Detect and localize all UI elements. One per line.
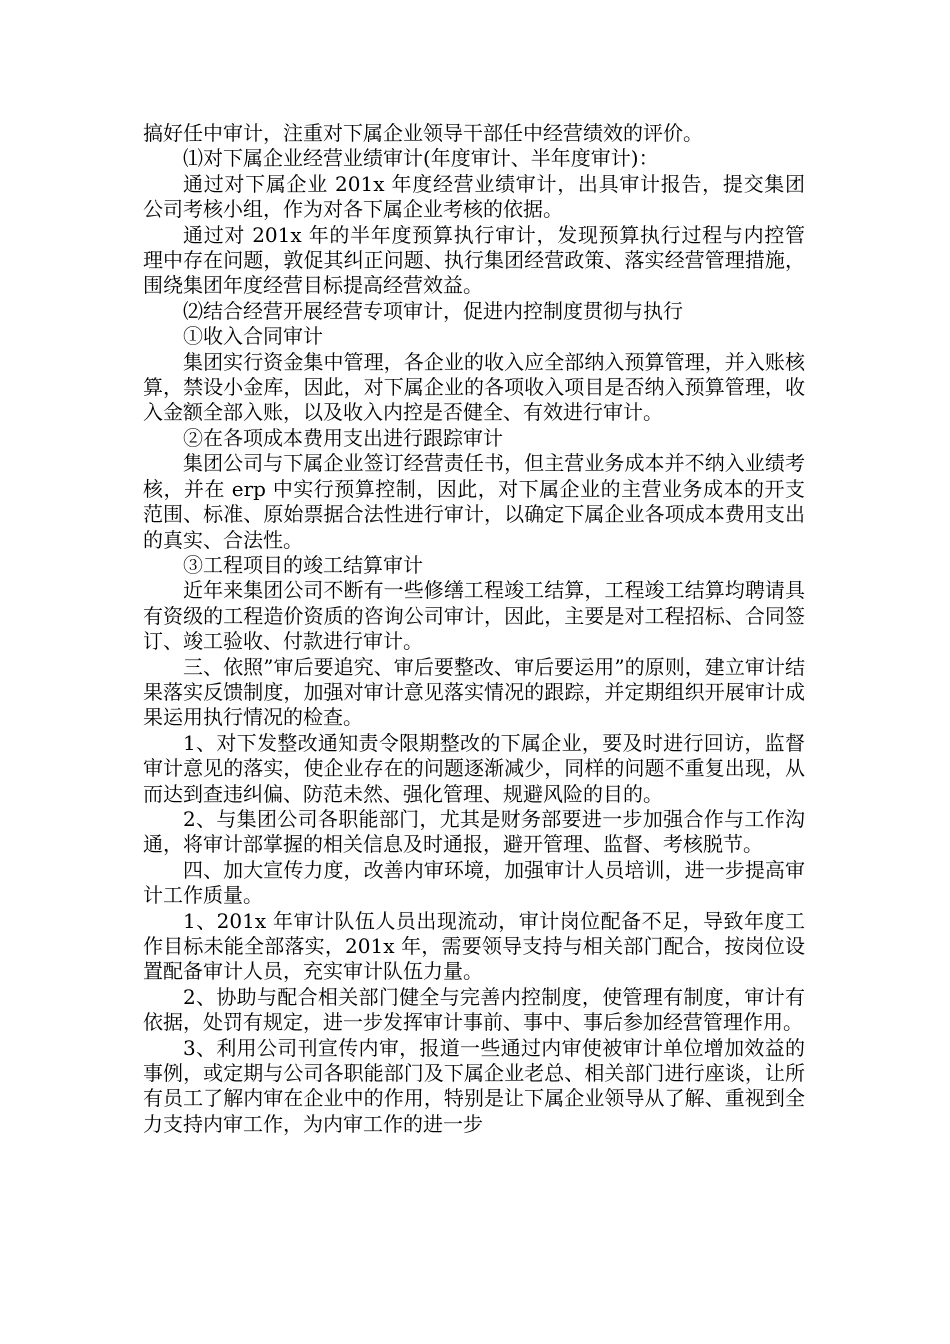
paragraph: 近年来集团公司不断有一些修缮工程竣工结算，工程竣工结算均聘请具有资级的工程造价资质的咨询公司审计，因此，主要是对工程招标、合同签订、竣工验收、付款进行审计。 (143, 578, 805, 654)
subheading: ③工程项目的竣工结算审计 (183, 552, 423, 577)
paragraph: 集团公司与下属企业签订经营责任书，但主营业务成本并不纳入业绩考核，并在 erp 中实行预算控制，因此，对下属企业的主营业务成本的开支范围、标准、原始票据合法性进行审计，以确定下属企业各项成本费用支出的真实、合法性。 (143, 451, 805, 552)
subheading: ②在各项成本费用支出进行跟踪审计 (183, 425, 503, 450)
paragraph: 通过对下属企业 201x 年度经营业绩审计，出具审计报告，提交集团公司考核小组，作为对各下属企业考核的依据。 (143, 171, 805, 222)
paragraph: 1、对下发整改通知责令限期整改的下属企业，要及时进行回访，监督审计意见的落实，使企业存在的问题逐渐减少，同样的问题不重复出现，从而达到查违纠偏、防范未然、强化管理、规避风险的目的。 (143, 730, 805, 806)
paragraph: 2、与集团公司各职能部门，尤其是财务部要进一步加强合作与工作沟通，将审计部掌握的相关信息及时通报，避开管理、监督、考核脱节。 (143, 806, 805, 857)
paragraph: 3、利用公司刊宣传内审，报道一些通过内审使被审计单位增加效益的事例，或定期与公司各职能部门及下属企业老总、相关部门进行座谈，让所有员工了解内审在企业中的作用，特别是让下属企业领导从了解、重视到全力支持内审工作，为内审工作的进一步 (143, 1035, 805, 1136)
section-heading: 三、依照”审后要追究、审后要整改、审后要运用”的原则，建立审计结果落实反馈制度，加强对审计意见落实情况的跟踪，并定期组织开展审计成果运用执行情况的检查。 (143, 654, 805, 730)
subheading: ①收入合同审计 (183, 324, 323, 349)
section-heading: 四、加大宣传力度，改善内审环境，加强审计人员培训，进一步提高审计工作质量。 (143, 857, 805, 908)
subheading: ⑵结合经营开展经营专项审计，促进内控制度贯彻与执行 (183, 298, 683, 323)
paragraph: 1、201x 年审计队伍人员出现流动，审计岗位配备不足，导致年度工作目标未能全部落实，201x 年，需要领导支持与相关部门配合，按岗位设置配备审计人员，充实审计队伍力量。 (143, 908, 805, 984)
paragraph: 搞好任中审计，注重对下属企业领导干部任中经营绩效的评价。 (143, 121, 703, 145)
paragraph: 通过对 201x 年的半年度预算执行审计，发现预算执行过程与内控管理中存在问题，敦促其纠正问题、执行集团经营政策、落实经营管理措施，围绕集团年度经营目标提高经营效益。 (143, 222, 805, 298)
paragraph: 集团实行资金集中管理，各企业的收入应全部纳入预算管理，并入账核算，禁设小金库，因此，对下属企业的各项收入项目是否纳入预算管理，收入金额全部入账，以及收入内控是否健全、有效进行审计。 (143, 349, 805, 425)
subheading: ⑴对下属企业经营业绩审计(年度审计、半年度审计)： (183, 146, 659, 171)
document-body (143, 121, 805, 1137)
paragraph: 2、协助与配合相关部门健全与完善内控制度，使管理有制度，审计有依据，处罚有规定，进一步发挥审计事前、事中、事后参加经营管理作用。 (143, 984, 805, 1035)
